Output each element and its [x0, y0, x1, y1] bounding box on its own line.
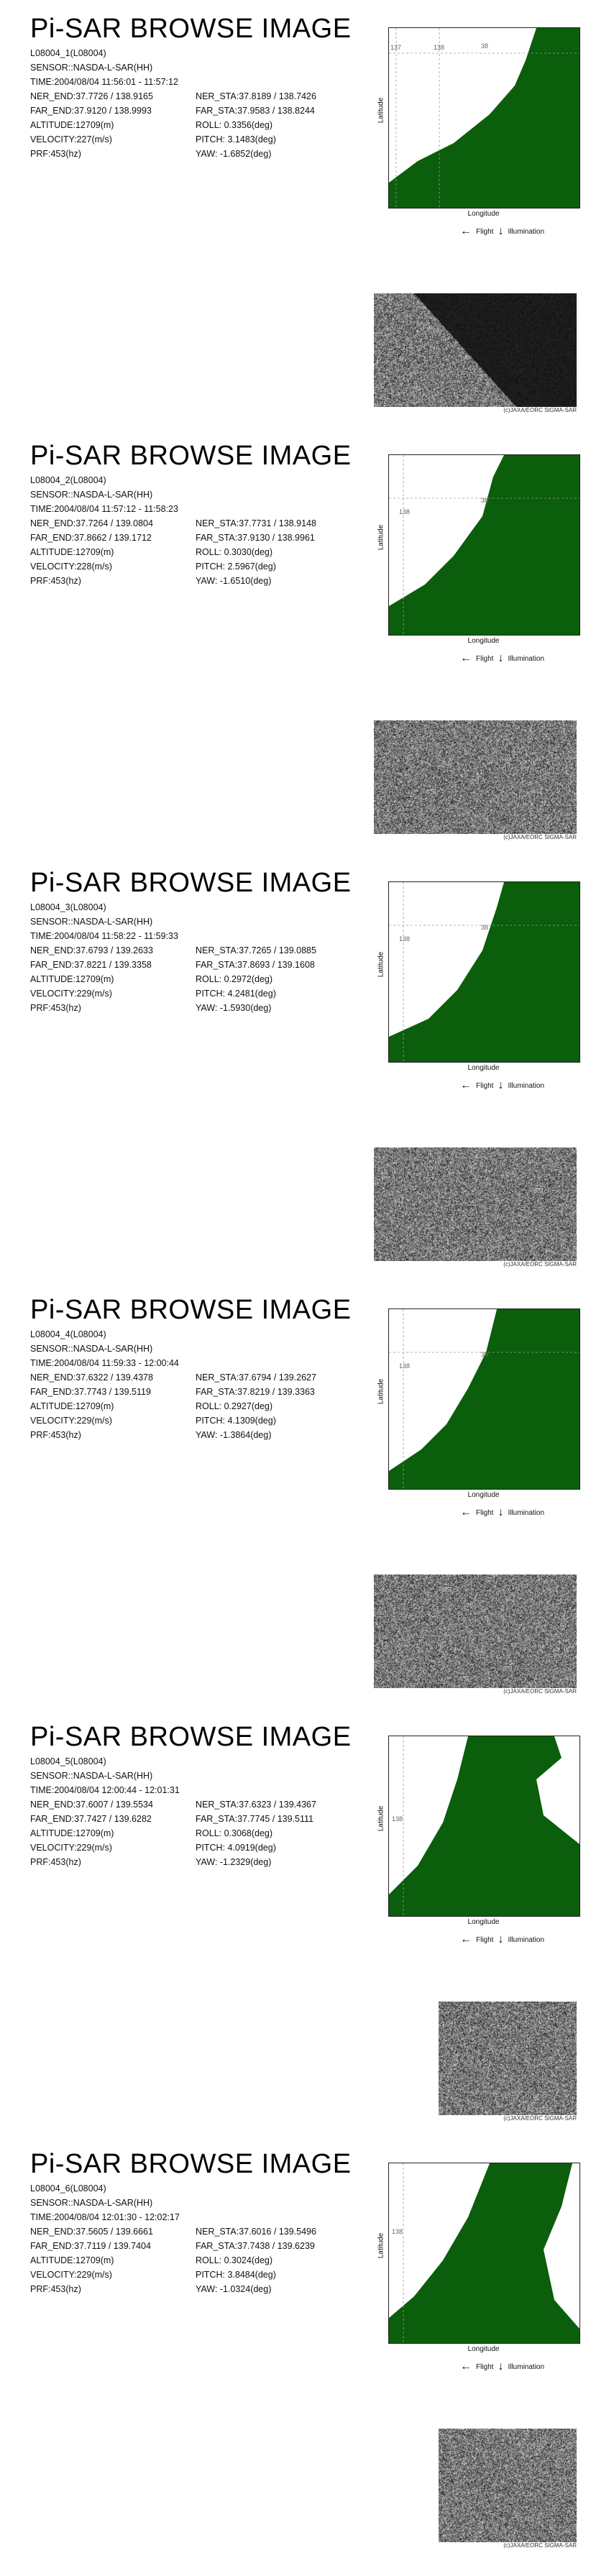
record-title: Pi-SAR BROWSE IMAGE	[30, 1722, 352, 1752]
coverage-map-svg	[389, 1736, 579, 1916]
altitude: ALTITUDE:12709(m)	[30, 120, 114, 130]
far-end: FAR_END:37.7427 / 139.6282	[30, 1814, 152, 1824]
direction-legend	[460, 2360, 544, 2373]
sar-image	[374, 1147, 577, 1261]
ner-end: NER_END:37.5605 / 139.6661	[30, 2227, 153, 2237]
altitude: ALTITUDE:12709(m)	[30, 1401, 114, 1411]
grid-label: 138	[399, 935, 411, 943]
coverage-map-svg	[389, 1309, 579, 1489]
longitude-label: Longitude	[467, 2345, 500, 2353]
coverage-map	[388, 1736, 580, 1917]
yaw: YAW: -1.2329(deg)	[196, 1857, 272, 1867]
prf: PRF:453(hz)	[30, 149, 81, 159]
latitude-label: Latitude	[377, 951, 385, 978]
sar-image	[374, 720, 577, 834]
land-area	[389, 1736, 579, 1916]
scene-id: L08004_5(L08004)	[30, 1756, 106, 1766]
velocity: VELOCITY:228(m/s)	[30, 562, 112, 572]
time-range: TIME:2004/08/04 12:00:44 - 12:01:31	[30, 1785, 180, 1795]
grid-label: 137	[390, 44, 402, 51]
sensor-info: SENSOR::NASDA-L-SAR(HH)	[30, 490, 153, 500]
sar-image	[374, 293, 577, 407]
coverage-map	[388, 881, 580, 1063]
ner-sta: NER_STA:37.7265 / 139.0885	[196, 945, 316, 955]
roll: ROLL: 0.2972(deg)	[196, 974, 273, 984]
record-title: Pi-SAR BROWSE IMAGE	[30, 441, 352, 471]
flight-label: Flight	[476, 1935, 494, 1944]
record-metadata	[30, 900, 316, 1015]
far-sta: FAR_STA:37.8693 / 139.1608	[196, 960, 315, 970]
grid-label: 138	[434, 44, 445, 51]
sar-thumbnail[interactable]	[439, 2429, 577, 2542]
ner-sta: NER_STA:37.6794 / 139.2627	[196, 1372, 316, 1383]
ner-end: NER_END:37.6007 / 139.5534	[30, 1800, 153, 1810]
sensor-info: SENSOR::NASDA-L-SAR(HH)	[30, 1771, 153, 1781]
record-metadata	[30, 473, 316, 588]
altitude: ALTITUDE:12709(m)	[30, 974, 114, 984]
roll: ROLL: 0.3030(deg)	[196, 547, 273, 557]
scene-id: L08004_2(L08004)	[30, 475, 106, 485]
coverage-map	[388, 454, 580, 636]
far-end: FAR_END:37.7119 / 139.7404	[30, 2241, 151, 2251]
sar-thumbnail[interactable]	[439, 2002, 577, 2115]
altitude: ALTITUDE:12709(m)	[30, 547, 114, 557]
arrow-down-icon: ↓	[498, 1933, 504, 1945]
browse-record	[0, 867, 591, 1295]
scene-id: L08004_4(L08004)	[30, 1329, 106, 1339]
scene-id: L08004_6(L08004)	[30, 2183, 106, 2194]
altitude: ALTITUDE:12709(m)	[30, 2255, 114, 2265]
prf: PRF:453(hz)	[30, 1430, 81, 1440]
prf: PRF:453(hz)	[30, 576, 81, 586]
record-title: Pi-SAR BROWSE IMAGE	[30, 868, 352, 898]
yaw: YAW: -1.6510(deg)	[196, 576, 272, 586]
arrow-down-icon: ↓	[498, 1079, 504, 1091]
far-sta: FAR_STA:37.7745 / 139.5111	[196, 1814, 314, 1824]
land-area	[389, 28, 579, 208]
sar-image	[374, 1575, 577, 1688]
flight-label: Flight	[476, 2362, 494, 2371]
scene-id: L08004_1(L08004)	[30, 48, 106, 58]
yaw: YAW: -1.0324(deg)	[196, 2284, 272, 2294]
velocity: VELOCITY:229(m/s)	[30, 1843, 112, 1853]
far-sta: FAR_STA:37.7438 / 139.6239	[196, 2241, 315, 2251]
arrow-left-icon: ←	[460, 2360, 472, 2373]
direction-legend	[460, 1079, 544, 1092]
browse-record	[0, 2148, 591, 2576]
arrow-left-icon: ←	[460, 1079, 472, 1091]
time-range: TIME:2004/08/04 11:59:33 - 12:00:44	[30, 1358, 179, 1368]
arrow-down-icon: ↓	[498, 652, 504, 664]
arrow-down-icon: ↓	[498, 2360, 504, 2373]
far-sta: FAR_STA:37.9583 / 138.8244	[196, 106, 315, 116]
ner-end: NER_END:37.7264 / 139.0804	[30, 518, 153, 528]
time-range: TIME:2004/08/04 12:01:30 - 12:02:17	[30, 2212, 180, 2222]
grid-label: 138	[392, 1815, 403, 1823]
yaw: YAW: -1.6852(deg)	[196, 149, 272, 159]
far-end: FAR_END:37.8221 / 139.3358	[30, 960, 152, 970]
longitude-label: Longitude	[467, 1064, 500, 1072]
credit-text: (c)JAXA/EORC SIGMA-SAR	[503, 1688, 577, 1695]
arrow-left-icon: ←	[460, 225, 472, 237]
pitch: PITCH: 4.2481(deg)	[196, 989, 276, 999]
ner-end: NER_END:37.6322 / 139.4378	[30, 1372, 153, 1383]
illumination-label: Illumination	[508, 1935, 545, 1944]
latitude-label: Latitude	[377, 524, 385, 551]
roll: ROLL: 0.3356(deg)	[196, 120, 273, 130]
record-title: Pi-SAR BROWSE IMAGE	[30, 14, 352, 44]
grid-label: 38	[481, 924, 489, 931]
credit-text: (c)JAXA/EORC SIGMA-SAR	[503, 834, 577, 840]
latitude-label: Latitude	[377, 97, 385, 124]
yaw: YAW: -1.3864(deg)	[196, 1430, 272, 1440]
coverage-map-svg	[389, 882, 579, 1062]
prf: PRF:453(hz)	[30, 1857, 81, 1867]
direction-legend	[460, 1506, 544, 1519]
sensor-info: SENSOR::NASDA-L-SAR(HH)	[30, 2198, 153, 2208]
flight-label: Flight	[476, 227, 494, 236]
longitude-label: Longitude	[467, 1491, 500, 1499]
pitch: PITCH: 2.5967(deg)	[196, 562, 276, 572]
latitude-label: Latitude	[377, 1378, 385, 1405]
arrow-left-icon: ←	[460, 652, 472, 664]
land-area	[389, 455, 579, 635]
velocity: VELOCITY:227(m/s)	[30, 134, 112, 145]
record-title: Pi-SAR BROWSE IMAGE	[30, 2149, 352, 2179]
velocity: VELOCITY:229(m/s)	[30, 2270, 112, 2280]
roll: ROLL: 0.3068(deg)	[196, 1828, 273, 1838]
sensor-info: SENSOR::NASDA-L-SAR(HH)	[30, 917, 153, 927]
coverage-map-svg	[389, 455, 579, 635]
credit-text: (c)JAXA/EORC SIGMA-SAR	[503, 2115, 577, 2122]
coverage-map-svg	[389, 2163, 579, 2343]
land-area	[389, 1309, 579, 1489]
arrow-left-icon: ←	[460, 1933, 472, 1945]
sar-thumbnail[interactable]	[374, 1575, 577, 1688]
land-area	[389, 882, 579, 1062]
grid-label: 38	[481, 42, 489, 50]
arrow-down-icon: ↓	[498, 225, 504, 237]
prf: PRF:453(hz)	[30, 2284, 81, 2294]
coverage-map-svg	[389, 28, 579, 208]
ner-sta: NER_STA:37.6323 / 139.4367	[196, 1800, 316, 1810]
land-area	[389, 2163, 579, 2343]
browse-record	[0, 1721, 591, 2149]
credit-text: (c)JAXA/EORC SIGMA-SAR	[503, 2542, 577, 2549]
velocity: VELOCITY:229(m/s)	[30, 989, 112, 999]
sensor-info: SENSOR::NASDA-L-SAR(HH)	[30, 63, 153, 73]
illumination-label: Illumination	[508, 1508, 545, 1517]
velocity: VELOCITY:229(m/s)	[30, 1416, 112, 1426]
arrow-left-icon: ←	[460, 1506, 472, 1518]
flight-label: Flight	[476, 1508, 494, 1517]
far-end: FAR_END:37.7743 / 139.5119	[30, 1387, 151, 1397]
pitch: PITCH: 4.1309(deg)	[196, 1416, 276, 1426]
sar-image	[439, 2002, 577, 2115]
grid-label: 138	[399, 508, 411, 515]
coverage-map	[388, 27, 580, 208]
illumination-label: Illumination	[508, 654, 545, 663]
browse-record	[0, 13, 591, 441]
pitch: PITCH: 4.0919(deg)	[196, 1843, 276, 1853]
coverage-map	[388, 2163, 580, 2344]
far-sta: FAR_STA:37.9130 / 138.9961	[196, 533, 315, 543]
ner-sta: NER_STA:37.7731 / 138.9148	[196, 518, 316, 528]
record-metadata	[30, 1754, 316, 1869]
sensor-info: SENSOR::NASDA-L-SAR(HH)	[30, 1344, 153, 1354]
record-metadata	[30, 46, 316, 161]
credit-text: (c)JAXA/EORC SIGMA-SAR	[503, 407, 577, 413]
browse-record	[0, 440, 591, 868]
altitude: ALTITUDE:12709(m)	[30, 1828, 114, 1838]
roll: ROLL: 0.2927(deg)	[196, 1401, 273, 1411]
browse-record	[0, 1294, 591, 1722]
record-metadata	[30, 1327, 316, 1442]
roll: ROLL: 0.3024(deg)	[196, 2255, 273, 2265]
flight-label: Flight	[476, 654, 494, 663]
illumination-label: Illumination	[508, 1081, 545, 1090]
credit-text: (c)JAXA/EORC SIGMA-SAR	[503, 1261, 577, 1268]
ner-end: NER_END:37.7726 / 138.9165	[30, 91, 153, 101]
coverage-map	[388, 1308, 580, 1490]
longitude-label: Longitude	[467, 210, 500, 218]
sar-image	[439, 2429, 577, 2542]
prf: PRF:453(hz)	[30, 1003, 81, 1013]
sar-thumbnail[interactable]	[374, 720, 577, 834]
longitude-label: Longitude	[467, 637, 500, 645]
time-range: TIME:2004/08/04 11:56:01 - 11:57:12	[30, 77, 178, 87]
grid-label: 38	[481, 1351, 489, 1358]
sar-thumbnail[interactable]	[374, 1147, 577, 1261]
arrow-down-icon: ↓	[498, 1506, 504, 1518]
direction-legend	[460, 225, 544, 238]
ner-sta: NER_STA:37.8189 / 138.7426	[196, 91, 316, 101]
far-end: FAR_END:37.9120 / 138.9993	[30, 106, 152, 116]
ner-sta: NER_STA:37.6016 / 139.5496	[196, 2227, 316, 2237]
record-title: Pi-SAR BROWSE IMAGE	[30, 1295, 352, 1325]
sar-thumbnail[interactable]	[374, 293, 577, 407]
ner-end: NER_END:37.6793 / 139.2633	[30, 945, 153, 955]
direction-legend	[460, 1933, 544, 1946]
illumination-label: Illumination	[508, 2362, 545, 2371]
latitude-label: Latitude	[377, 2232, 385, 2259]
yaw: YAW: -1.5930(deg)	[196, 1003, 272, 1013]
longitude-label: Longitude	[467, 1918, 500, 1926]
time-range: TIME:2004/08/04 11:57:12 - 11:58:23	[30, 504, 178, 514]
far-end: FAR_END:37.8662 / 139.1712	[30, 533, 152, 543]
flight-label: Flight	[476, 1081, 494, 1090]
grid-label: 138	[392, 2228, 403, 2235]
illumination-label: Illumination	[508, 227, 545, 236]
scene-id: L08004_3(L08004)	[30, 902, 106, 912]
pitch: PITCH: 3.8484(deg)	[196, 2270, 276, 2280]
grid-label: 138	[399, 1362, 411, 1370]
latitude-label: Latitude	[377, 1805, 385, 1832]
time-range: TIME:2004/08/04 11:58:22 - 11:59:33	[30, 931, 178, 941]
record-metadata	[30, 2181, 316, 2296]
direction-legend	[460, 652, 544, 665]
pitch: PITCH: 3.1483(deg)	[196, 134, 276, 145]
far-sta: FAR_STA:37.8219 / 139.3363	[196, 1387, 315, 1397]
grid-label: 38	[481, 497, 489, 504]
